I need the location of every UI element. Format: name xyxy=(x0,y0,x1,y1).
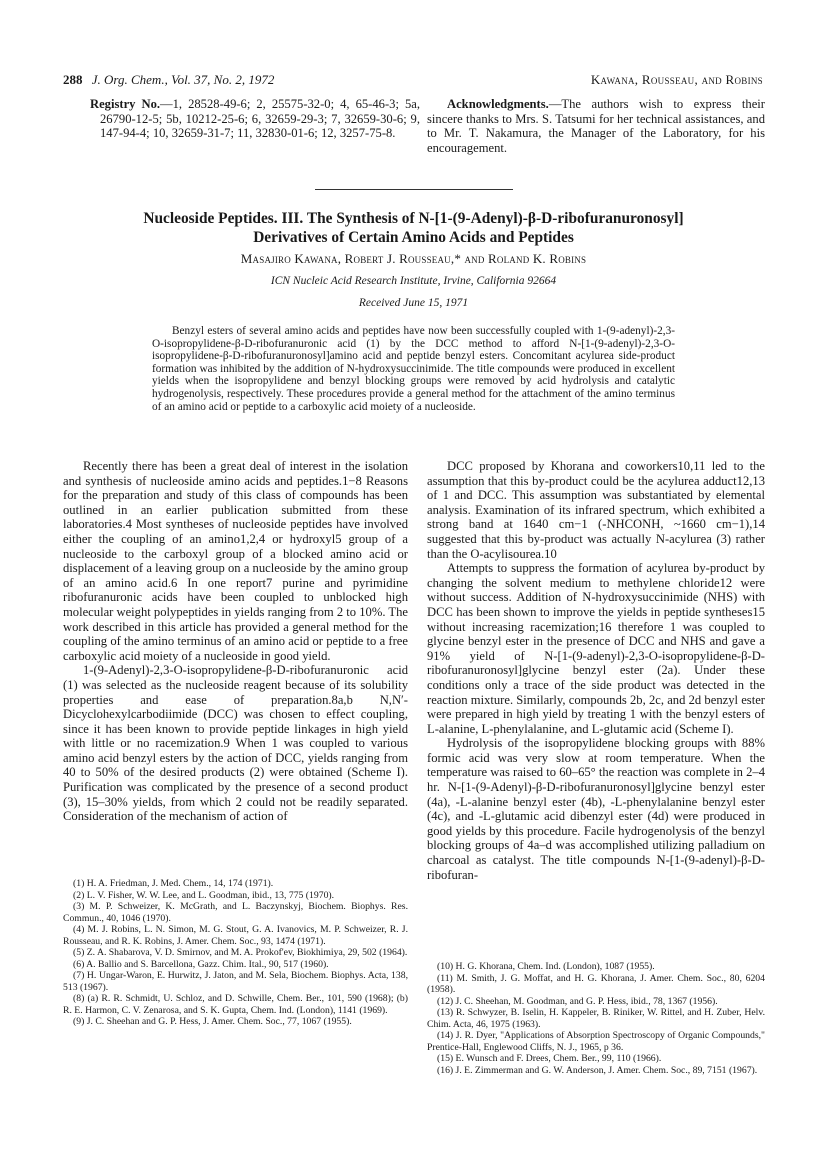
reference-item: (2) L. V. Fisher, W. W. Lee, and L. Goodman, ibid., 13, 775 (1970). xyxy=(73,889,335,901)
page-number: 288 xyxy=(63,72,83,87)
article-title xyxy=(40,209,787,247)
registry-label: Registry No. xyxy=(90,97,161,111)
reference-item: (11) M. Smith, J. G. Moffat, and H. G. Khorana, J. Amer. Chem. Soc., 80, 6204 (1958). xyxy=(427,972,765,995)
reference-item: (8) (a) R. R. Schmidt, U. Schloz, and D. Schwille, Chem. Ber., 101, 590 (1968); (b) R. E. Harmon, C. V. Zenarosa, and S. K. Gupta, Chem. Ind. (London), 1141 (1969). xyxy=(63,993,408,1016)
reference-item: (9) J. C. Sheehan and G. P. Hess, J. Amer. Chem. Soc., 77, 1067 (1955). xyxy=(73,1016,352,1027)
page-header-left xyxy=(63,72,274,88)
body-paragraph: 1-(9-Adenyl)-2,3-O-isopropylidene-β-D-ribofuranuronic acid (1) was selected as the nucleoside reagent because of its solubility properties and ease of preparation.8a,b N,N′-Dicyclohexylcarbodiimide (DCC) was chosen to effect coupling, since it has been known to provide peptide linkages in high yield with little or no racemization.9 When 1 was coupled to various amino acid benzyl esters by the action of DCC, yields ranging from 40 to 50% of the desired products (2) were obtained (Scheme I). Purification was complicated by the presence of a second product (3), 15–30% yields, from which 2 could not be readily separated. Consideration of the mechanism of action of xyxy=(63,663,408,824)
reference-item: (14) J. R. Dyer, "Applications of Absorption Spectroscopy of Organic Compounds," Prentice-Hall, Englewood Cliffs, N. J., 1965, p 36. xyxy=(427,1030,765,1053)
section-divider xyxy=(315,189,513,190)
abstract: Benzyl esters of several amino acids and peptides have now been successfully coupled with 1-(9-adenyl)-2,3-O-isopropylidene-β-D-ribofuranuronic acid (1) by the DCC method to afford N-[1-(9-adenyl)-2,3-O-isopropylidene-β-D-ribofuranuronosyl]amino acid and peptide benzyl esters. Concomitant acylurea side-product formation was inhibited by the addition of N-hydroxysuccinimide. The title compounds were produced in excellent yields when the isopropylidene and benzyl blocking groups were removed by acid hydrolysis and catalytic hydrogenolysis, respectively. These procedures provide a general method for the attachment of the amino terminus of an amino acid or peptide to a carboxylic acid moiety of a nucleoside. xyxy=(152,325,675,413)
body-paragraph: Recently there has been a great deal of interest in the isolation and synthesis of nucleoside amino acids and peptides.1−8 Reasons for the preparation and study of this class of compounds has been outlined in an earlier publication submitted from these laboratories.4 Most syntheses of nucleoside peptides have involved either the coupling of an amino1,2,4 or hydroxyl5 group of a nucleoside to the carboxyl group of a blocked amino acid or displacement of a leaving group on a nucleoside by the amino group of an amino acid.6 In one report7 purine and pyrimidine ribofuranuronic acids have been coupled to unblocked high molecular weight polypeptides in yields ranging from 2 to 10%. The work described in this article has provided a general method for the coupling of the amino terminus of an amino acid or peptide to a free carboxylic acid moiety of a nucleoside in good yield. xyxy=(63,459,408,663)
reference-item: (15) E. Wunsch and F. Drees, Chem. Ber., 99, 110 (1966). xyxy=(437,1053,662,1064)
running-authors: Kawana, Rousseau, and Robins xyxy=(590,72,763,87)
reference-item: (4) M. J. Robins, L. N. Simon, M. G. Stout, G. A. Ivanovics, M. P. Schweizer, R. J. Rousseau, and R. K. Robins, J. Amer. Chem. Soc., 93, 1474 (1971). xyxy=(63,924,408,947)
acknowledgments-label: Acknowledgments. xyxy=(447,97,549,111)
reference-item: (3) M. P. Schweizer, K. McGrath, and L. Baczynskyj, Biochem. Biophys. Res. Commun., 40, 1046 (1970). xyxy=(63,901,408,924)
body-column-right xyxy=(427,459,765,882)
journal-citation: J. Org. Chem., Vol. 37, No. 2, 1972 xyxy=(91,72,275,87)
registry-numbers xyxy=(90,97,420,141)
reference-item: (7) H. Ungar-Waron, E. Hurwitz, J. Jaton, and M. Sela, Biochem. Biophys. Acta, 138, 513 (1967). xyxy=(63,970,408,993)
registry-text: —1, 28528-49-6; 2, 25575-32-0; 4, 65-46-3; 5a, 26790-12-5; 5b, 10212-25-6; 6, 32659-29-3; 7, 32659-30-6; 9, 147-94-4; 10, 32659-31-7; 11, 32830-01-6; 12, 3257-75-8. xyxy=(100,97,421,141)
body-paragraph: Hydrolysis of the isopropylidene blocking groups with 88% formic acid was very slow at room temperature. When the temperature was raised to 60–65° the reaction was complete in 2–4 hr. N-[1-(9-Adenyl)-β-D-ribofuranuronosyl]glycine benzyl ester (4a), -L-alanine benzyl ester (4b), -L-phenylalanine benzyl ester (4c), and -L-glutamic acid dibenzyl ester (4d) were produced in good yields by this procedure. Facile hydrogenolysis of the benzyl blocking groups of 4a–d was accomplished utilizing palladium on charcoal as catalyst. The title compounds N-[1-(9-adenyl)-β-D-ribofuran- xyxy=(427,736,765,882)
body-column-left xyxy=(63,459,408,824)
acknowledgments xyxy=(427,97,765,155)
body-paragraph: Attempts to suppress the formation of acylurea by-product by changing the solvent medium to methylene chloride12 were without success. Addition of N-hydroxysuccinimide (NHS) with DCC has been shown to improve the yields in peptide syntheses15 without increasing racemization;16 therefore 1 was coupled to glycine benzyl ester in the presence of DCC and NHS and gave a 91% yield of N-[1-(9-adenyl)-2,3-O-isopropylidene-β-D-ribofuranuronosyl]glycine benzyl ester (2a). Under these conditions only a trace of the side product was detected in the reaction mixture. Similarly, compounds 2b, 2c, and 2d benzyl ester were prepared in high yield by treating 1 with the benzyl esters of L-alanine, L-phenylalanine, and L-glutamic acid (Scheme I). xyxy=(427,561,765,736)
institution: ICN Nucleic Acid Research Institute, Irvine, California 92664 xyxy=(270,275,557,287)
reference-item: (5) Z. A. Shabarova, V. D. Smirnov, and M. A. Prokof'ev, Biokhimiya, 29, 502 (1964). xyxy=(73,947,408,958)
reference-item: (13) R. Schwyzer, B. Iselin, H. Kappeler, B. Riniker, W. Rittel, and H. Zuber, Helv. Chim. Acta, 46, 1975 (1963). xyxy=(427,1007,765,1030)
reference-item: (10) H. G. Khorana, Chem. Ind. (London), 1087 (1955). xyxy=(437,961,655,972)
author-list: Masajiro Kawana, Robert J. Rousseau,* and Roland K. Robins xyxy=(240,251,587,266)
reference-item: (6) A. Ballio and S. Barcellona, Gazz. Chim. Ital., 90, 517 (1960). xyxy=(73,958,329,970)
body-paragraph: DCC proposed by Khorana and coworkers10,11 led to the assumption that this by-product could be the acylurea adduct12,13 of 1 and DCC. This assumption was substantiated by elemental analysis. Examination of its infrared spectrum, which exhibited a strong band at 1640 cm−1 (-NHCONH, ~1660 cm−1),14 suggested that this by-product was actually N-acylurea (3) rather than the O-acylisourea.10 xyxy=(427,459,765,561)
acknowledgments-text: —The authors wish to express their sincere thanks to Mrs. S. Tatsumi for her technical assistances, and to Mr. T. Nakamura, the Manager of the Laboratory, for his encouragement. xyxy=(427,97,765,155)
references-left xyxy=(63,878,408,1028)
reference-item: (12) J. C. Sheehan, M. Goodman, and G. P. Hess, ibid., 78, 1367 (1956). xyxy=(437,995,718,1007)
reference-item: (16) J. E. Zimmerman and G. W. Anderson, J. Amer. Chem. Soc., 89, 7151 (1967). xyxy=(437,1064,758,1076)
title-line-1: Nucleoside Peptides. III. The Synthesis of N-[1-(9-Adenyl)-β-D-ribofuranuronosyl] xyxy=(143,210,684,227)
reference-item: (1) H. A. Friedman, J. Med. Chem., 14, 174 (1971). xyxy=(73,878,274,889)
title-line-2: Derivatives of Certain Amino Acids and Peptides xyxy=(253,229,574,246)
received-date: Received June 15, 1971 xyxy=(358,297,469,309)
references-right xyxy=(427,961,765,1076)
